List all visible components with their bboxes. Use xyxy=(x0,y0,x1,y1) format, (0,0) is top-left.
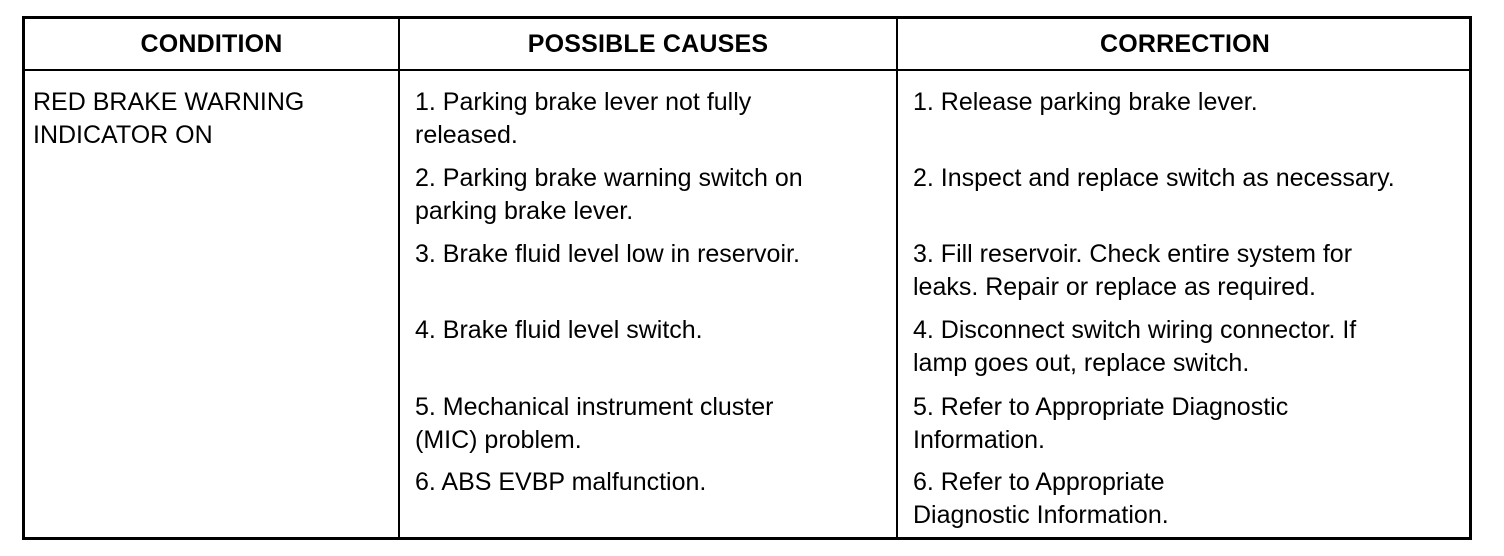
header-possible-causes: POSSIBLE CAUSES xyxy=(527,29,769,58)
correction-cell-2 xyxy=(913,162,1395,195)
correction-line: 5. Refer to Appropriate Diagnostic xyxy=(913,393,1289,421)
cause-line: 5. Mechanical instrument cluster xyxy=(415,393,774,421)
cause-line: 3. Brake fluid level low in reservoir. xyxy=(415,240,800,268)
correction-cell-1 xyxy=(913,86,1258,119)
cause-line: 2. Parking brake warning switch on xyxy=(415,164,803,192)
cause-line: 6. ABS EVBP malfunction. xyxy=(415,468,707,496)
cause-cell-5 xyxy=(415,391,773,457)
cause-line: (MIC) problem. xyxy=(415,426,582,454)
cause-cell-3 xyxy=(415,238,800,271)
diagnosis-table xyxy=(22,16,1472,540)
correction-line: 1. Release parking brake lever. xyxy=(913,88,1258,116)
correction-line: leaks. Repair or replace as required. xyxy=(913,273,1316,301)
correction-cell-3 xyxy=(913,238,1352,304)
cause-line: parking brake lever. xyxy=(415,197,634,225)
condition-line: RED BRAKE WARNING xyxy=(33,88,305,116)
correction-line: lamp goes out, replace switch. xyxy=(913,349,1250,377)
cause-line: 1. Parking brake lever not fully xyxy=(415,88,752,116)
correction-cell-6 xyxy=(913,466,1169,532)
cause-line: 4. Brake fluid level switch. xyxy=(415,316,703,344)
correction-line: 2. Inspect and replace switch as necessary. xyxy=(913,164,1395,192)
header-correction: CORRECTION xyxy=(1099,29,1271,58)
correction-line: 6. Refer to Appropriate xyxy=(913,468,1165,496)
correction-line: Information. xyxy=(913,426,1046,454)
cause-cell-4 xyxy=(415,314,703,347)
column-divider xyxy=(398,19,400,537)
header-condition: CONDITION xyxy=(140,29,283,58)
correction-line: Diagnostic Information. xyxy=(913,501,1169,529)
column-divider xyxy=(896,19,898,537)
correction-line: 4. Disconnect switch wiring connector. If xyxy=(913,316,1357,344)
condition-cell xyxy=(33,86,304,152)
correction-cell-4 xyxy=(913,314,1356,380)
correction-line: 3. Fill reservoir. Check entire system for xyxy=(913,240,1353,268)
cause-cell-1 xyxy=(415,86,751,152)
cause-cell-2 xyxy=(415,162,803,228)
cause-cell-6 xyxy=(415,466,706,499)
cause-line: released. xyxy=(415,121,518,149)
condition-line: INDICATOR ON xyxy=(33,121,213,149)
header-divider xyxy=(25,69,1469,71)
correction-cell-5 xyxy=(913,391,1288,457)
